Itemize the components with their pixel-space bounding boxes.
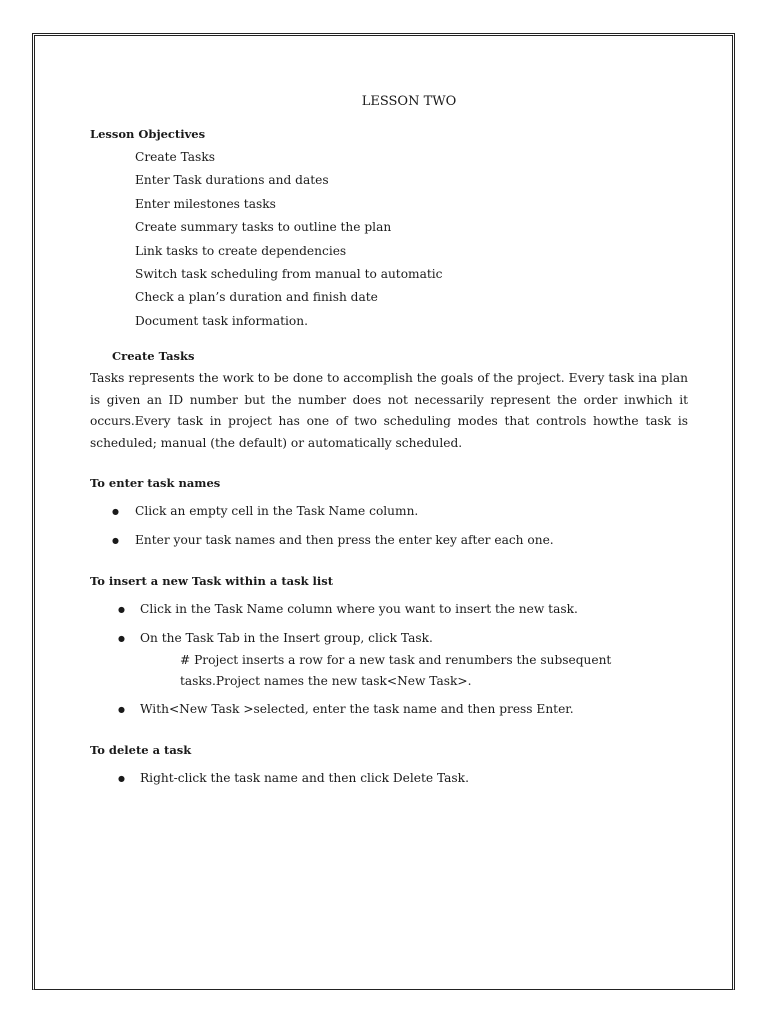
bullet-item: ● Enter your task names and then press the enter key after each one. [90, 529, 688, 552]
bullet-item: ● Click an empty cell in the Task Name column. [90, 500, 688, 523]
bullet-note: # Project inserts a row for a new task and renumbers the subsequent tasks.Project names the new task<New Task>. [180, 653, 612, 689]
bullet-item: ● Right-click the task name and then click Delete Task. [90, 767, 688, 790]
objective-item: Create summary tasks to outline the plan [135, 220, 392, 235]
bullet-item [90, 627, 688, 692]
objective-item: Enter Task durations and dates [135, 173, 329, 188]
insert-task-heading: To insert a new Task within a task list [90, 574, 334, 589]
insert-task-list [90, 598, 688, 721]
document-body [90, 90, 688, 796]
create-tasks-heading: Create Tasks [112, 349, 195, 364]
bullet-item: ● With<New Task >selected, enter the task name and then press Enter. [90, 698, 688, 721]
delete-task-list [90, 767, 688, 790]
page-title: LESSON TWO [361, 94, 457, 109]
objective-item: Switch task scheduling from manual to automatic [135, 266, 443, 281]
bullet-text: On the Task Tab in the Insert group, click Task. [140, 631, 433, 646]
objectives-list [90, 146, 688, 333]
create-tasks-paragraph: Tasks represents the work to be done to accomplish the goals of the project. Every task ina plan is given an ID number but the number does not necessarily represent the order inwhich it occurs.Every task in project has one of two scheduling modes that controls howthe task is scheduled; manual (the default) or automatically scheduled. [90, 371, 688, 450]
objective-item: Create Tasks [135, 150, 215, 164]
objective-item: Enter milestones tasks [135, 196, 276, 211]
enter-names-list [90, 500, 688, 552]
objectives-heading: Lesson Objectives [90, 127, 206, 141]
delete-task-heading: To delete a task [90, 743, 192, 758]
objective-item: Link tasks to create dependencies [135, 243, 347, 258]
objective-item: Check a plan’s duration and finish date [135, 290, 378, 305]
bullet-item: ● Click in the Task Name column where you want to insert the new task. [90, 598, 688, 621]
objective-item: Document task information. [135, 313, 308, 328]
enter-names-heading: To enter task names [90, 476, 221, 491]
